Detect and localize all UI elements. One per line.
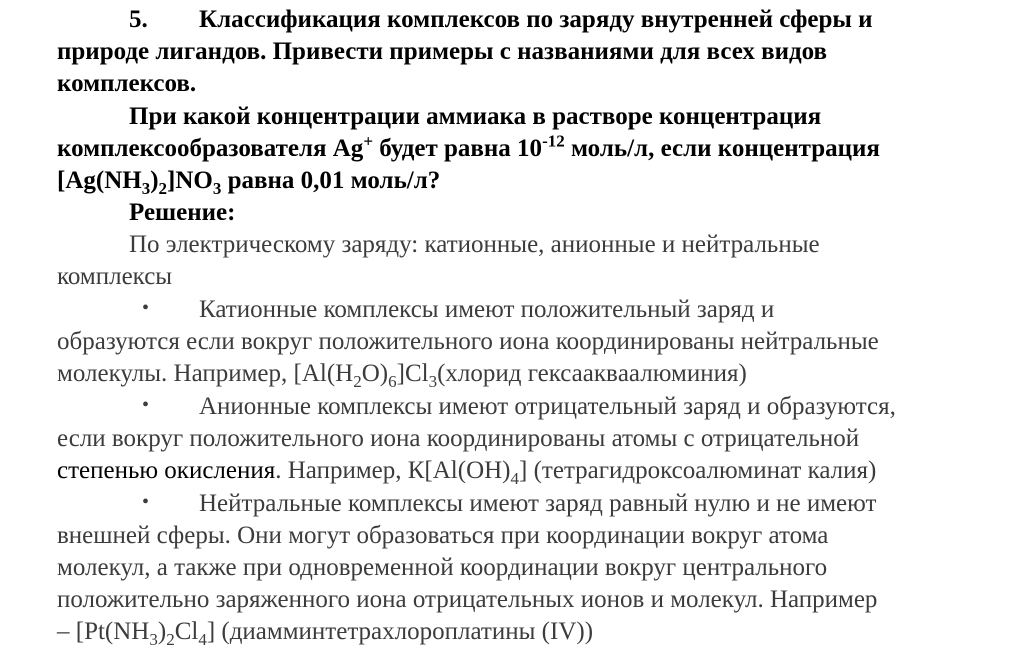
subscript: 2 — [353, 372, 362, 391]
question-title-line-2: природе лигандов. Привести примеры с названиями для всех видов — [57, 38, 828, 65]
neutral-line-3: молекул, а также при одновременной координации вокруг центрального — [57, 554, 828, 581]
solution-label: Решение: — [129, 199, 236, 226]
cationic-line-2: образуются если вокруг положительного иона координированы нейтральные — [57, 328, 879, 355]
subscript: 3 — [212, 179, 222, 198]
neutral-line-4: положительно заряженного иона отрицательных ионов и молекул. Например — [57, 586, 878, 613]
body-text: ] (тетрагидроксоалюминат калия) — [519, 457, 877, 484]
formula-text: ]NO — [167, 167, 213, 194]
formula-text: ]Cl — [396, 360, 429, 387]
superscript: -12 — [542, 131, 565, 151]
neutral-line-1: Нейтральные комплексы имеют заряд равный нулю и не имеют — [199, 490, 877, 517]
formula-text: O) — [361, 360, 389, 387]
formula-text: ) — [157, 618, 167, 645]
intro-line-2: комплексы — [57, 263, 173, 290]
neutral-line-5 — [57, 616, 593, 648]
question-title-text-1: Классификация комплексов по заряду внутренней сферы и — [199, 6, 873, 33]
bullet-icon: • — [142, 491, 150, 513]
task-text: комплексообразователя Ag — [57, 135, 364, 162]
subscript: 3 — [428, 372, 438, 391]
task-line-3 — [57, 165, 440, 197]
task-text: равна 0,01 моль/л? — [221, 167, 441, 194]
subscript: 2 — [166, 630, 175, 649]
subscript: 4 — [198, 630, 207, 649]
subscript: 3 — [149, 630, 158, 649]
intro-line-1: По электрическому заряду: катионные, анионные и нейтральные — [129, 231, 820, 258]
question-title-line-3: комплексов. — [57, 70, 197, 97]
linked-term: степенью окисления — [57, 457, 276, 484]
cationic-line-3 — [57, 358, 747, 390]
subscript: 2 — [158, 179, 168, 198]
subscript: 6 — [388, 372, 397, 391]
bullet-icon: • — [142, 394, 150, 416]
task-text: моль/л, если концентрация — [564, 135, 880, 162]
body-text: молекулы. Например, [Al(H — [57, 360, 354, 387]
subscript: 4 — [510, 469, 520, 488]
formula-text: Cl — [174, 618, 199, 645]
question-number: 5. — [129, 6, 148, 33]
body-text: (хлорид гексааквaалюминия) — [437, 360, 747, 387]
superscript: + — [363, 131, 373, 151]
task-line-2 — [57, 133, 880, 165]
task-text: будет равна 10 — [373, 135, 543, 162]
body-text: ] (диамминтетрахлороплатины (IV)) — [206, 618, 594, 645]
subscript: 3 — [141, 179, 151, 198]
anionic-line-2: если вокруг положительного иона координированы атомы с отрицательной — [57, 425, 860, 452]
formula-text: [Ag(NH — [57, 167, 142, 194]
body-text: – [Pt(NH — [57, 618, 150, 645]
formula-text: ) — [150, 167, 159, 194]
body-text: . Например, К[Al(OH) — [275, 457, 511, 484]
anionic-line-3 — [57, 455, 876, 487]
bullet-icon: • — [142, 297, 150, 319]
task-line-1: При какой концентрации аммиака в растворе концентрация — [129, 103, 822, 130]
anionic-line-1: Анионные комплексы имеют отрицательный заряд и образуются, — [199, 393, 896, 420]
cationic-line-1: Катионные комплексы имеют положительный заряд и — [199, 296, 775, 323]
neutral-line-2: внешней сферы. Они могут образоваться при координации вокруг атома — [57, 522, 829, 549]
